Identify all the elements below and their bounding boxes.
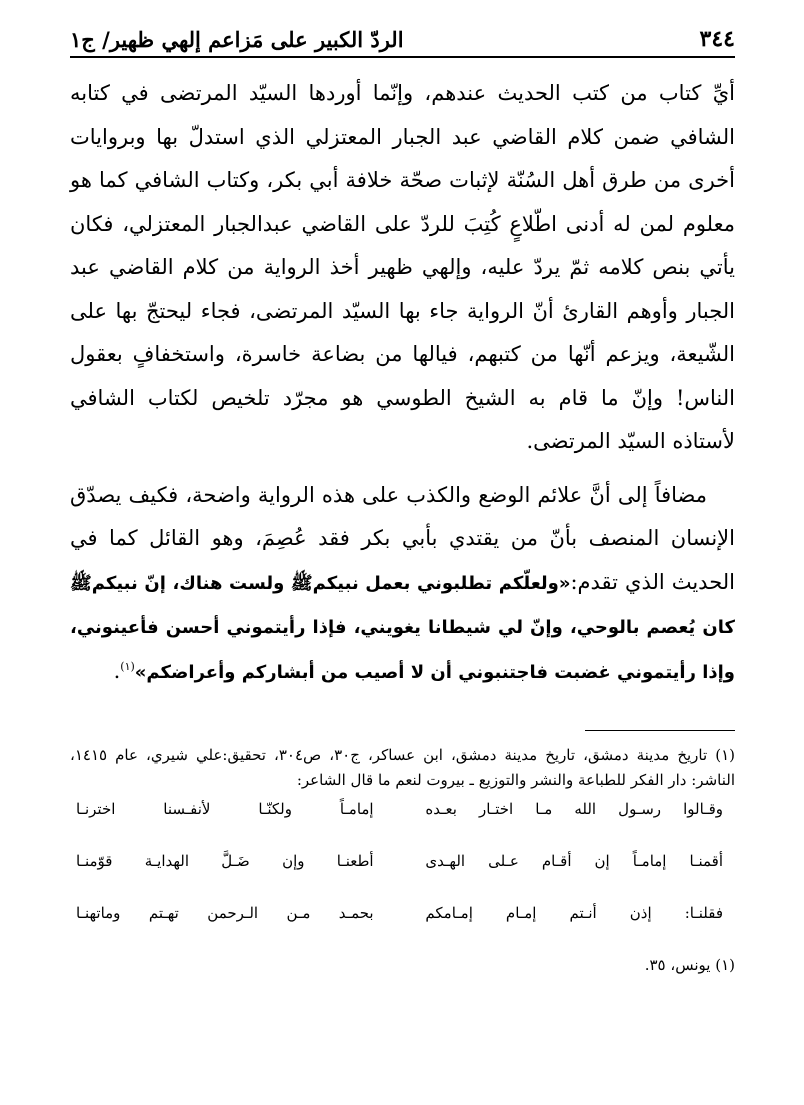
footnote-separator	[585, 730, 735, 731]
paragraph-1: أيِّ كتاب من كتب الحديث عندهم، وإنّما أوردها السيّد المرتضى في كتابه الشافي ضمن كلام القاضي عبد الجبار المعتزلي الذي استدلّ بها وبروايات أخرى من طرق أهل السُنّة لإثبات صحّة خلافة أبي بكر، وكتاب الشافي كما هو معلوم لمن له أدنى اطّلاعٍ كُتِبَ للردّ على القاضي عبدالجبار المعتزلي، فكان يأتي بنص كلامه ثمّ يردّ عليه، وإلهي ظهير أخذ الرواية من كلام القاضي عبد الجبار وأوهم القارئ أنّ الرواية جاء بها السيّد المرتضى، فجاء ليحتجّ بها على الشّيعة، ويزعم أنّها من كتبهم، فيالها من بضاعة خاسرة، واستخفافٍ بعقول الناس! وإنّ ما قام به الشيخ الطوسي هو مجرّد تلخيص لكتاب الشافي لأستاذه السيّد المرتضى.	[70, 81, 735, 453]
poem-hemistich-first: أقمنـا إمامـاً إن أقـام عـلى الهـدى	[425, 852, 723, 870]
poem-hemistich-second: إمامـاً ولكنّـا لأنفـسنا اخترنـا	[76, 800, 374, 818]
body-text	[70, 72, 735, 694]
poem	[70, 797, 735, 953]
poem-verse	[70, 849, 735, 901]
poem-hemistich-second: بحمـد مـن الـرحمن تهـتم وماتهنـا	[76, 904, 374, 922]
paragraph-2-intro: مضافاً إلى أنَّ علائم الوضع والكذب على هذه الرواية واضحة، فكيف يصدّق الإنسان المنصف بأنّ من يقتدي بأبي بكر فقد عُصِمَ، وهو القائل كما في الحديث الذي تقدم:	[70, 482, 735, 594]
hadith-quote: «ولعلّكم تطلبوني بعمل نبيكمﷺ ولست هناك، إنّ نبيكمﷺ كان يُعصم بالوحي، وإنّ لي شيطانا يغويني، فإذا رأيتموني أحسن فأعينوني، وإذا رأيتموني غضبت فاجتنبوني أن لا أصيب من أبشاركم وأعراضكم»	[70, 572, 735, 683]
page-header	[70, 18, 735, 58]
running-title: الردّ الكبير على مَزاعم إلهي ظهير/ ج١	[70, 27, 404, 52]
poem-verse	[70, 901, 735, 953]
poem-hemistich-first: فقلنـا: إذن أنـتم إمـام إمـامكم	[425, 904, 723, 922]
poem-hemistich-first: وقـالوا رسـول الله مـا اختـار بعـده	[425, 800, 723, 818]
footnote-1: (١) تاريخ مدينة دمشق، تاريخ مدينة دمشق، ابن عساكر، ج٣٠، ص٣٠٤، تحقيق:علي شيري، عام ١٤١٥، الناشر: دار الفكر للطباعة والنشر والتوزيع ـ بيروت لنعم ما قال الشاعر:	[70, 746, 735, 789]
paragraph-2	[70, 474, 735, 695]
footnote-2: (١) يونس، ٣٥.	[644, 956, 735, 974]
footnote-reference[interactable]: (١)	[120, 659, 135, 673]
document-page	[70, 18, 735, 1078]
paragraph-2-end: .	[113, 658, 121, 683]
poem-hemistich-second: أطعنـا وإن ضَـلَّ الهدايـة قوّمنـا	[76, 852, 374, 870]
footnotes	[70, 743, 735, 978]
poem-verse	[70, 797, 735, 849]
page-number: ٣٤٤	[699, 26, 735, 52]
